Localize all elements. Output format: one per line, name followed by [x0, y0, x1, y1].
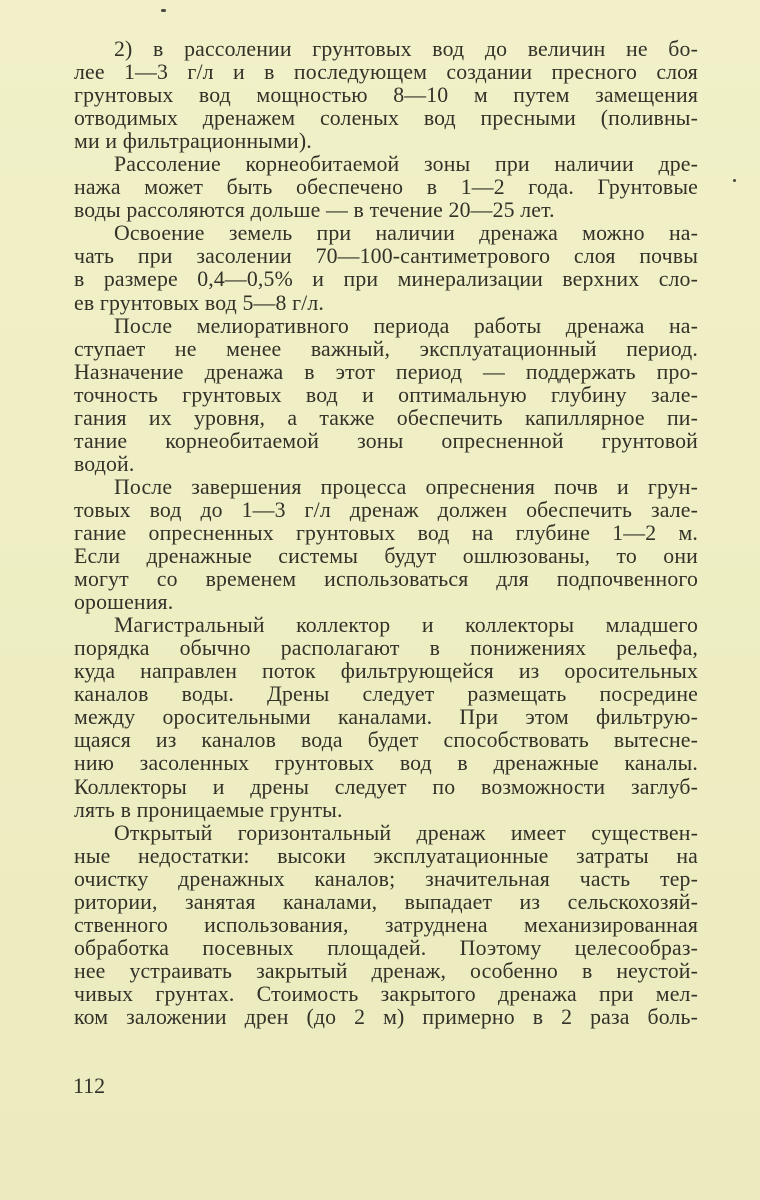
- text-line: каналов воды. Дрены следует размещать посредине: [74, 682, 698, 707]
- text-line: лее 1—3 г/л и в последующем создании пресного слоя: [74, 60, 698, 85]
- text-line: Открытый горизонтальный дренаж имеет существен-: [114, 820, 698, 845]
- text-line: ступает не менее важный, эксплуатационный период.: [74, 336, 698, 361]
- paragraph: [74, 222, 698, 314]
- text-line: Освоение земель при наличии дренажа можно на-: [114, 221, 698, 246]
- text-line: куда направлен поток фильтрующейся из оросительных: [74, 659, 698, 684]
- text-line: Коллекторы и дрены следует по возможности заглуб-: [74, 774, 698, 799]
- text-line: нее устраивать закрытый дренаж, особенно в неустой-: [74, 958, 698, 983]
- text-line: между оросительными каналами. При этом фильтрую-: [74, 705, 698, 730]
- text-line: После завершения процесса опреснения почв и грун-: [114, 474, 698, 499]
- text-line: орошения.: [74, 590, 174, 615]
- text-line: Рассоление корнеобитаемой зоны при наличии дре-: [114, 152, 698, 177]
- text-line: могут со временем использоваться для подпочвенного: [74, 567, 698, 592]
- text-line: ев грунтовых вод 5—8 г/л.: [74, 290, 325, 315]
- text-line: отводимых дренажем соленых вод пресными (поливны-: [74, 106, 698, 131]
- text-line: тание корнеобитаемой зоны опресненной грунтовой: [74, 428, 698, 453]
- text-line: Магистральный коллектор и коллекторы младшего: [114, 613, 698, 638]
- text-line: щаяся из каналов вода будет способствовать вытесне-: [74, 728, 698, 753]
- text-line: После мелиоративного периода работы дренажа на-: [114, 313, 698, 338]
- text-line: ком заложении дрен (до 2 м) примерно в 2 раза боль-: [74, 1004, 698, 1029]
- text-line: гания их уровня, а также обеспечить капиллярное пи-: [74, 405, 698, 430]
- text-line: грунтовых вод мощностью 8—10 м путем замещения: [74, 83, 698, 108]
- paragraph: [74, 476, 698, 614]
- paragraph: [74, 315, 698, 476]
- print-speck: [733, 179, 736, 182]
- text-line: 2) в рассолении грунтовых вод до величин не бо-: [114, 37, 698, 61]
- text-line: гание опресненных грунтовых вод на глубине 1—2 м.: [74, 520, 698, 545]
- text-line: ные недостатки: высоки эксплуатационные затраты на: [74, 843, 698, 868]
- paragraph: [74, 38, 698, 153]
- paragraph: [74, 614, 698, 821]
- page-number: 112: [73, 1073, 106, 1098]
- paragraph: [74, 822, 698, 1029]
- text-line: Если дренажные системы будут ошлюзованы, то они: [74, 544, 698, 569]
- text-line: ми и фильтрационными).: [74, 129, 312, 154]
- body-text: [74, 38, 698, 1029]
- text-line: в размере 0,4—0,5% и при минерализации верхних сло-: [74, 267, 698, 292]
- text-line: порядка обычно располагают в понижениях рельефа,: [74, 636, 698, 661]
- text-line: нажа может быть обеспечено в 1—2 года. Грунтовые: [74, 175, 698, 200]
- text-line: лять в проницаемые грунты.: [74, 797, 343, 822]
- text-line: чать при засолении 70—100-сантиметрового слоя почвы: [74, 244, 698, 269]
- print-speck: [161, 9, 166, 12]
- text-line: водой.: [74, 451, 135, 476]
- text-line: воды рассоляются дольше — в течение 20—25 лет.: [74, 198, 555, 223]
- text-line: обработка посевных площадей. Поэтому целесообраз-: [74, 935, 698, 960]
- text-line: товых вод до 1—3 г/л дренаж должен обеспечить зале-: [74, 497, 698, 522]
- text-line: ственного использования, затруднена механизированная: [74, 912, 698, 937]
- text-line: чивых грунтах. Стоимость закрытого дренажа при мел-: [74, 981, 698, 1006]
- text-line: Назначение дренажа в этот период — поддержать про-: [74, 359, 698, 384]
- text-line: нию засоленных грунтовых вод в дренажные каналы.: [74, 751, 698, 776]
- text-line: очистку дренажных каналов; значительная часть тер-: [74, 866, 698, 891]
- paragraph: [74, 153, 698, 222]
- text-line: ритории, занятая каналами, выпадает из сельскохозяй-: [74, 889, 698, 914]
- text-line: точность грунтовых вод и оптимальную глубину зале-: [74, 382, 698, 407]
